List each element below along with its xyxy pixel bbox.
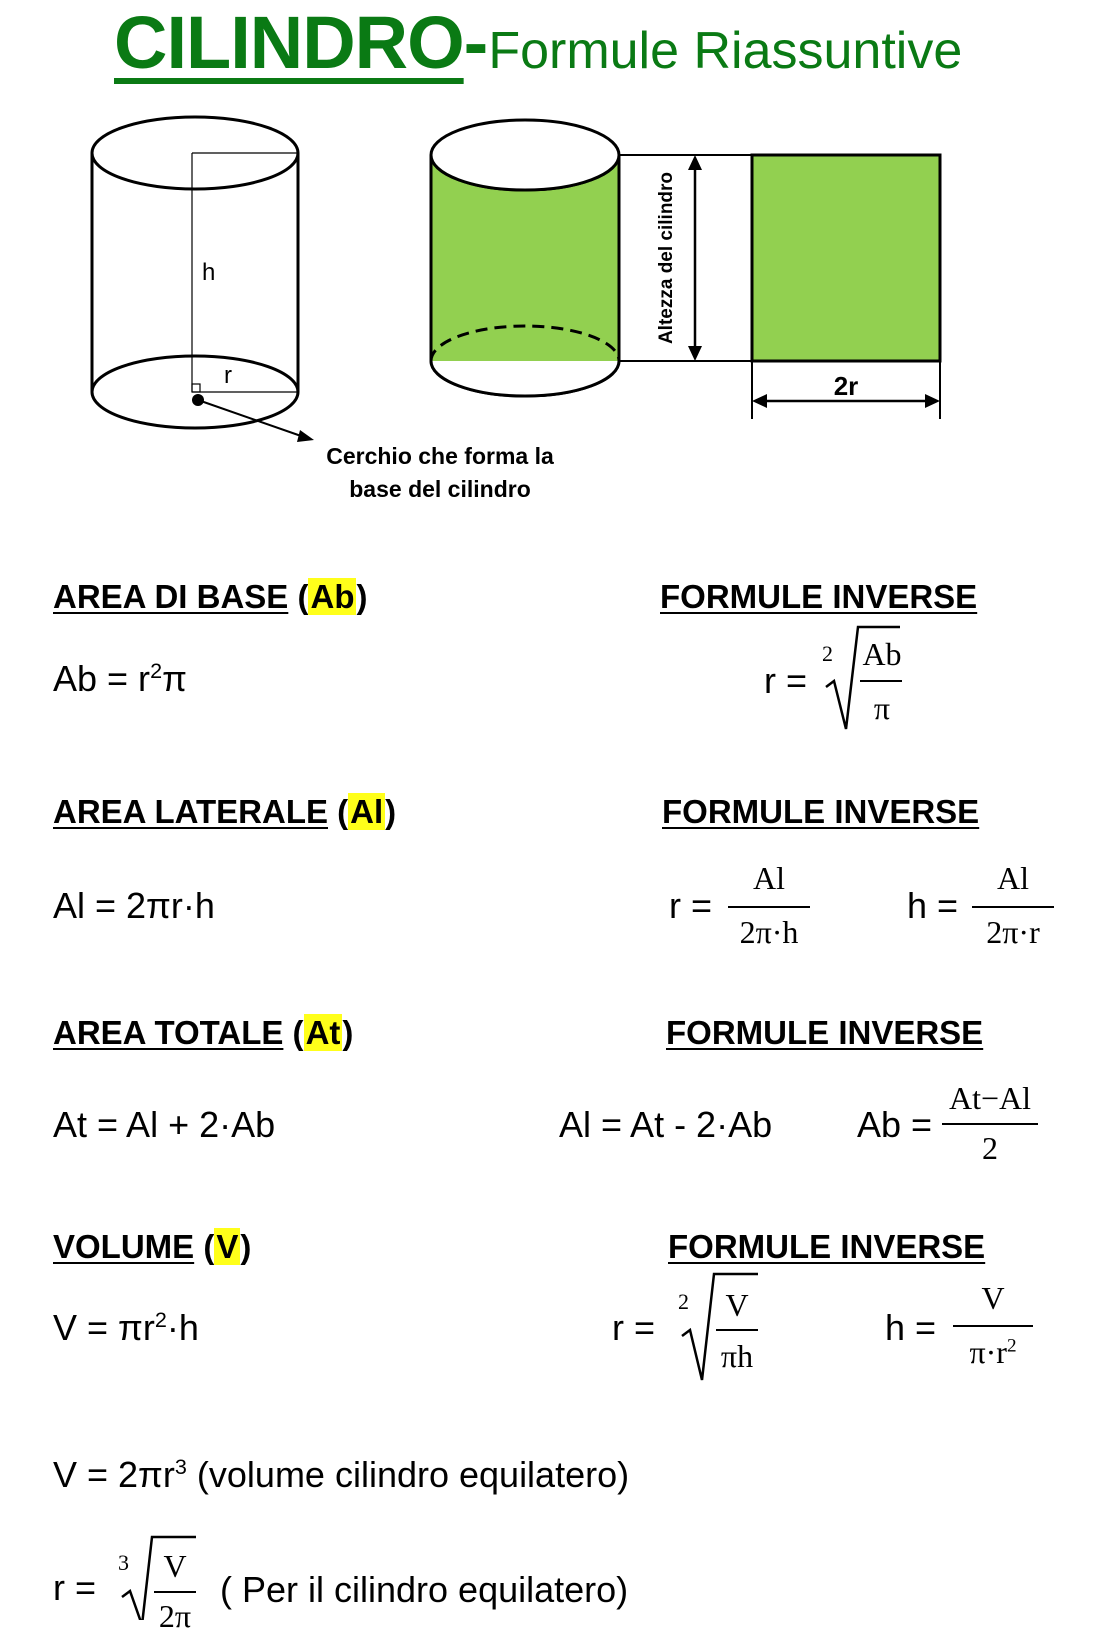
- cylinder-open: [431, 120, 619, 396]
- equilateral-r-index: 3: [118, 1550, 129, 1575]
- heading-volume: VOLUME (V): [53, 1228, 252, 1265]
- inv-base-r-num: Ab: [862, 636, 902, 672]
- caption-line-2: base del cilindro: [349, 476, 531, 502]
- inv-volume-r-index: 2: [678, 1289, 689, 1314]
- equilateral-volume: $V = 2\pi r^3$ (volume cilindro equilatero): [53, 1454, 630, 1495]
- inv-lateral-r-num: Al: [753, 860, 785, 896]
- fraction-bar: [972, 906, 1054, 908]
- fraction-bar: [728, 906, 810, 908]
- label-h: h: [202, 259, 216, 286]
- inv-volume-r-num: V: [725, 1287, 749, 1323]
- symbol-badge: V: [216, 1228, 239, 1265]
- inv-lateral-h-num: Al: [997, 860, 1029, 896]
- lateral-surface-rect: [752, 155, 940, 361]
- heading-inverse-volume: FORMULE INVERSE: [668, 1228, 986, 1265]
- formula-volume: $V = \pi r^2\cdot h$: [53, 1307, 199, 1348]
- label-height: Altezza del cilindro: [656, 171, 677, 345]
- heading-total-area: AREA TOTALE (At): [53, 1014, 354, 1051]
- title-dash: -: [463, 1, 489, 84]
- heading-inverse-lateral: FORMULE INVERSE: [662, 793, 980, 830]
- formula-lateral-area: Al = 2πr·h: [53, 885, 215, 926]
- equilateral-r-lhs: r =: [53, 1567, 97, 1608]
- inv-lateral-h-lhs: h =: [907, 885, 959, 926]
- fraction-bar: [953, 1325, 1033, 1327]
- heading-inverse-base: FORMULE INVERSE: [660, 578, 978, 615]
- inv-lateral-r-lhs: r =: [669, 885, 713, 926]
- inv-total-ab-num: At−Al: [948, 1080, 1032, 1116]
- inv-base-r-lhs: r =: [764, 660, 808, 701]
- symbol-badge: At: [305, 1014, 341, 1051]
- inv-lateral-r-den: 2π·h: [739, 914, 799, 950]
- equilateral-r-num: V: [163, 1548, 187, 1584]
- inv-lateral-h-den: 2π·r: [986, 914, 1040, 950]
- caption-line-1: Cerchio che forma la: [326, 443, 554, 469]
- caption-arrowhead: [297, 430, 314, 442]
- inv-total-ab-den: 2: [982, 1130, 998, 1166]
- title-subtitle: Formule Riassuntive: [488, 22, 963, 80]
- equilateral-r-note: ( Per il cilindro equilatero): [220, 1569, 629, 1610]
- formula-base-area: $Ab = r^2\pi$: [53, 658, 187, 699]
- equilateral-r-den: 2π: [158, 1598, 192, 1634]
- inv-total-ab-lhs: Ab =: [857, 1104, 933, 1145]
- page-title: [114, 0, 962, 85]
- cylinder-solid: [92, 117, 298, 428]
- inv-base-r-index: 2: [822, 641, 833, 666]
- heading-lateral-area: AREA LATERALE (Al): [53, 793, 397, 830]
- label-2r: 2r: [833, 371, 859, 401]
- inv-volume-h-num: V: [981, 1280, 1005, 1316]
- label-r: r: [224, 362, 232, 389]
- formula-total-area: At = Al + 2·Ab: [53, 1104, 276, 1145]
- symbol-badge: Ab: [310, 578, 355, 615]
- inv-volume-r-den: πh: [720, 1338, 754, 1374]
- inv-total-al: Al = At - 2·Ab: [559, 1104, 773, 1145]
- inv-volume-h-den: $\pi\cdot r^2$: [969, 1334, 1017, 1370]
- inv-volume-h-lhs: h =: [885, 1307, 937, 1348]
- inv-volume-r-lhs: r =: [612, 1307, 656, 1348]
- heading-inverse-total: FORMULE INVERSE: [666, 1014, 984, 1051]
- heading-base-area: AREA DI BASE (Ab): [53, 578, 368, 615]
- cylinder-diagram: [0, 100, 1096, 510]
- title-main: CILINDRO: [114, 1, 464, 84]
- inv-base-r-den: π: [873, 690, 891, 726]
- height-arrow: [688, 155, 702, 361]
- fraction-bar: [942, 1123, 1038, 1125]
- symbol-badge: Al: [350, 793, 384, 830]
